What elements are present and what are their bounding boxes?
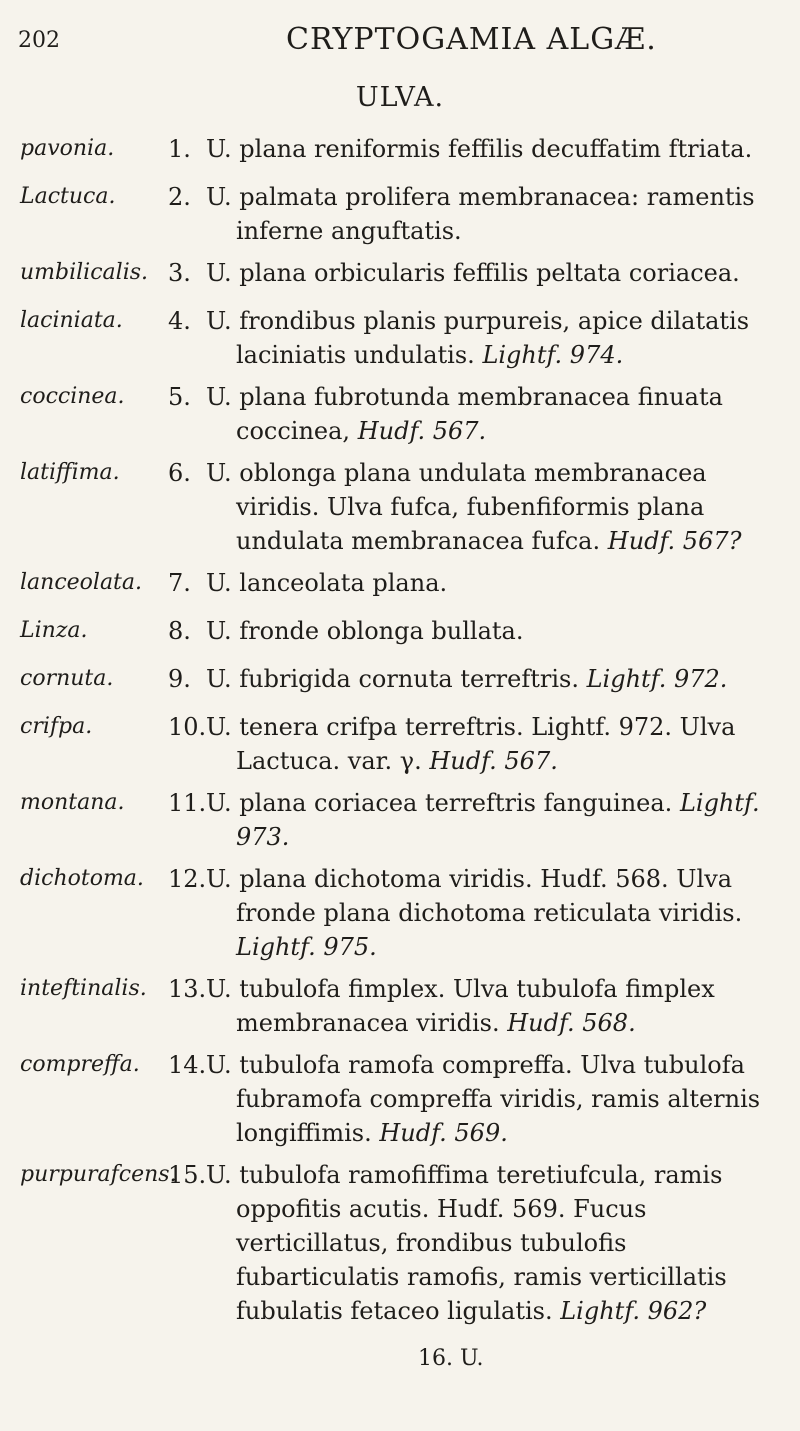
species-description xyxy=(206,180,774,248)
genus-heading: ULVA. xyxy=(355,82,445,113)
description-text: U. lanceolata plana. xyxy=(206,569,448,597)
entry-number: 2. xyxy=(168,183,191,211)
species-entry xyxy=(0,566,800,606)
species-description xyxy=(206,380,774,448)
reference: Hudf. 567. xyxy=(357,417,487,445)
species-list xyxy=(0,132,800,1336)
species-name: dichotoma. xyxy=(20,866,144,891)
species-description xyxy=(206,1048,774,1150)
description-text: U. plana fubrotunda membranacea finuata coccinea, xyxy=(206,383,723,445)
species-description xyxy=(206,862,774,964)
entry-number: 4. xyxy=(168,307,191,335)
entry-number: 9. xyxy=(168,665,191,693)
reference: Lightf. 975. xyxy=(236,933,377,961)
species-name: Lactuca. xyxy=(20,184,116,209)
entry-number: 6. xyxy=(168,459,191,487)
entry-number: 8. xyxy=(168,617,191,645)
reference: Lightf. 973. xyxy=(236,789,760,851)
species-description xyxy=(206,786,774,854)
entry-number: 12. xyxy=(168,865,207,893)
species-description xyxy=(206,972,774,1040)
reference: Lightf. 962? xyxy=(560,1297,707,1325)
species-name: lanceolata. xyxy=(20,570,143,595)
species-description xyxy=(206,132,774,166)
entry-number: 13. xyxy=(168,975,207,1003)
reference: Hudf. 569. xyxy=(379,1119,508,1147)
entry-number: 10. xyxy=(168,713,207,741)
species-description xyxy=(206,456,774,558)
species-description xyxy=(206,304,774,372)
description-text: U. oblonga plana undulata membranacea viridis. Ulva fufca, fubenfiformis plana undulata membranacea fufca. xyxy=(206,459,707,555)
species-description xyxy=(206,614,774,648)
entry-number: 1. xyxy=(168,135,191,163)
description-text: U. tenera crifpa terreftris. Lightf. 972. Ulva Lactuca. var. γ. xyxy=(206,713,736,775)
entry-number: 7. xyxy=(168,569,191,597)
species-description xyxy=(206,566,774,600)
species-entry xyxy=(0,380,800,448)
description-text: U. plana orbicularis feffilis peltata coriacea. xyxy=(206,259,740,287)
species-entry xyxy=(0,180,800,248)
species-entry xyxy=(0,786,800,854)
species-entry xyxy=(0,256,800,296)
entry-number: 5. xyxy=(168,383,191,411)
species-entry xyxy=(0,456,800,558)
species-name: inteftinalis. xyxy=(20,976,147,1001)
species-entry xyxy=(0,304,800,372)
catchword: 16. U. xyxy=(418,1346,484,1371)
species-name: umbilicalis. xyxy=(20,260,149,285)
description-text: U. plana reniformis feffilis decuffatim ftriata. xyxy=(206,135,753,163)
species-description xyxy=(206,710,774,778)
description-text: U. frondibus planis purpureis, apice dilatatis laciniatis undulatis. xyxy=(206,307,750,369)
running-title: CRYPTOGAMIA ALGÆ. xyxy=(286,22,657,57)
reference: Hudf. 568. xyxy=(507,1009,636,1037)
species-name: montana. xyxy=(20,790,125,815)
species-name: compreffa. xyxy=(20,1052,140,1077)
species-description xyxy=(206,256,774,290)
species-entry xyxy=(0,972,800,1040)
page-header xyxy=(18,18,788,64)
species-entry xyxy=(0,132,800,172)
description-text: U. plana coriacea terreftris fanguinea. xyxy=(206,789,673,817)
species-name: crifpa. xyxy=(20,714,93,739)
species-name: purpurafcens. xyxy=(20,1162,177,1187)
species-entry xyxy=(0,862,800,964)
description-text: U. tubulofa ramofa compreffa. Ulva tubulofa fubramofa compreffa viridis, ramis alternis longiffimis. xyxy=(206,1051,761,1147)
species-name: Linza. xyxy=(20,618,88,643)
description-text: U. palmata prolifera membranacea: ramentis inferne anguftatis. xyxy=(206,183,755,245)
species-entry xyxy=(0,614,800,654)
species-entry xyxy=(0,1158,800,1328)
species-name: pavonia. xyxy=(20,136,115,161)
description-text: U. fubrigida cornuta terreftris. xyxy=(206,665,579,693)
reference: Hudf. 567. xyxy=(429,747,558,775)
reference: Lightf. 972. xyxy=(586,665,728,693)
species-description xyxy=(206,1158,774,1328)
species-entry xyxy=(0,662,800,702)
page-number: 202 xyxy=(18,28,60,53)
species-name: laciniata. xyxy=(20,308,123,333)
entry-number: 3. xyxy=(168,259,191,287)
species-description xyxy=(206,662,774,696)
description-text: U. tubulofa fimplex. Ulva tubulofa fimplex membranacea viridis. xyxy=(206,975,715,1037)
entry-number: 14. xyxy=(168,1051,207,1079)
entry-number: 15. xyxy=(168,1161,207,1189)
reference: Lightf. 974. xyxy=(482,341,624,369)
entry-number: 11. xyxy=(168,789,207,817)
species-name: latiffima. xyxy=(20,460,120,485)
species-entry xyxy=(0,1048,800,1150)
description-text: U. fronde oblonga bullata. xyxy=(206,617,524,645)
species-entry xyxy=(0,710,800,778)
species-name: cornuta. xyxy=(20,666,114,691)
reference: Hudf. 567? xyxy=(607,527,742,555)
species-name: coccinea. xyxy=(20,384,125,409)
description-text: U. tubulofa ramofiffima teretiufcula, ramis oppofitis acutis. Hudf. 569. Fucus verticillatus, frondibus tubulofis fubarticulatis ramofis, ramis verticillatis fubulatis fetaceo ligulatis. xyxy=(206,1161,727,1325)
description-text: U. plana dichotoma viridis. Hudf. 568. Ulva fronde plana dichotoma reticulata viridis. xyxy=(206,865,743,927)
